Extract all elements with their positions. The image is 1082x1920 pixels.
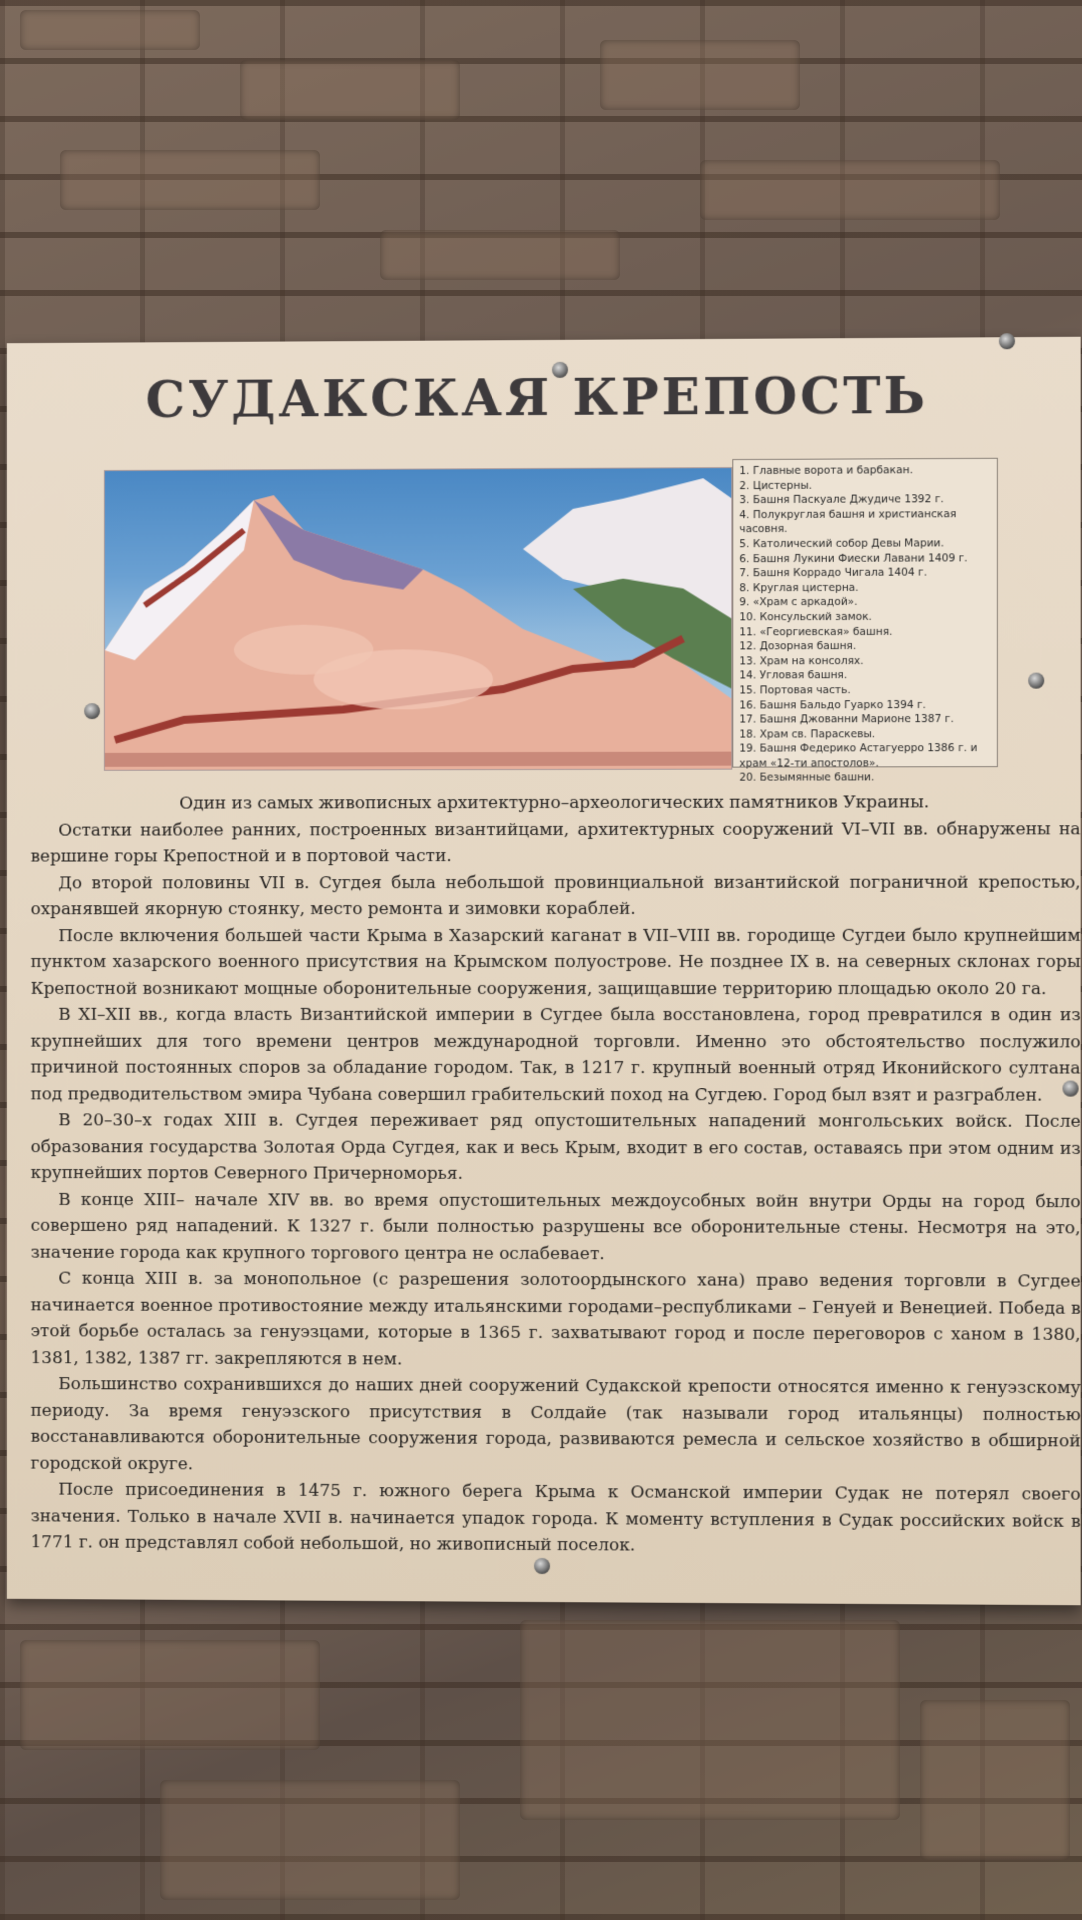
fortress-illustration <box>105 468 731 770</box>
legend-item: 9. «Храм с аркадой». <box>739 596 858 609</box>
history-paragraph: В конце XIII– начале XIV вв. во время опустошительных междоусобных войн внутри Орды на город было совершено ряд нападений. К 1327 г. были полностью разрушены все оборонительные стены. Несмотря на это, значение города как крупного торгового центра не ослабевает. <box>30 1189 1081 1264</box>
legend-item: 12. Дозорная башня. <box>739 640 857 653</box>
legend-item: 7. Башня Коррадо Чигала 1404 г. <box>739 566 928 580</box>
history-paragraph: В 20–30–х годах XIII в. Сугдея переживает ряд опустошительных нападений монгольських войск. После образования государства Золотая Орда Сугдея, как и весь Крым, входит в его состав, оставаясь при этом одним из крупнейших портов Северного Причерноморья. <box>30 1110 1081 1184</box>
legend-item: 4. Полукруглая башня и христианская часовня. <box>739 507 957 536</box>
legend-item: 6. Башня Лукини Фиески Лавани 1409 г. <box>739 551 968 565</box>
legend-item: 2. Цистерны. <box>739 479 813 492</box>
history-paragraph: После включения большей части Крыма в Хазарский каганат в VII–VIII вв. городище Сугдеи было крупнейшим пунктом хазарского военного присутствия на Крымском полуострове. Не позднее IX в. на северных склонах горы Крепостной возникают мощные оборонительные сооружения, защищавшие территорию площадью около 20 га. <box>30 925 1081 999</box>
legend-item: 11. «Георгиевская» башня. <box>739 625 893 638</box>
legend-item: 18. Храм св. Параскевы. <box>739 727 876 741</box>
history-text <box>31 789 1081 1561</box>
info-sign <box>7 337 1081 1605</box>
fortress-map <box>104 467 732 771</box>
history-paragraph: С конца XIII в. за монопольное (с разрешения золотоордынского хана) право ведения торговли в Сугдее начинается военное противостояние между итальянскими городами–республиками – Генуей и Венецией. Победа в этой борьбе осталась за генуэзцами, которые в 1365 г. захватывают город и после переговоров с ханом в 1380, 1381, 1382, 1387 гг. закрепляются в нем. <box>30 1268 1081 1369</box>
screw-icon <box>1028 673 1044 689</box>
legend-item: 15. Портовая часть. <box>739 684 851 697</box>
map-legend <box>732 458 998 785</box>
history-paragraph: Большинство сохранившихся до наших дней сооружений Судакской крепости относятся именно к генуэзскому периоду. За время генуэзского присутствия в Солдайе (так называли город итальянцы) полностью восстанавливаются оборонительные сооружения города, развиваются ремесла и сельское хозяйство в обширной городской округе. <box>30 1374 1081 1474</box>
history-paragraph: В XI–XII вв., когда власть Византийской империи в Сугдее была восстановлена, город превратился в один из крупнейших для того времени центров международной торговли. Именно это обстоятельство послужило причиной постоянных споров за обладание городом. Так, в 1217 г. крупный военный отряд Иконийского султана под предводительством эмира Чубана совершил грабительский поход на Сугдею. Город был взят и разграблен. <box>30 1004 1081 1106</box>
history-paragraph: До второй половины VII в. Сугдея была небольшой провинциальной византийской пограничной крепостью, охранявшей якорную стоянку, место ремонта и зимовки кораблей. <box>30 871 1081 920</box>
history-paragraph: Остатки наиболее ранних, построенных византийцами, архитектурных сооружений VI–VII вв. обнаружены на вершине горы Крепостной и в портовой части. <box>30 818 1081 867</box>
legend-item: 14. Угловая башня. <box>739 669 848 682</box>
legend-item: 10. Консульский замок. <box>739 610 872 624</box>
legend-item: 19. Башня Федерико Астагуерро 1386 г. и храм «12-ти апостолов». <box>739 742 978 770</box>
legend-item: 8. Круглая цистерна. <box>739 581 859 595</box>
screw-icon <box>84 703 100 719</box>
legend-item: 16. Башня Бальдо Гуарко 1394 г. <box>739 698 927 712</box>
screw-icon <box>534 1558 550 1574</box>
screw-icon <box>999 333 1015 349</box>
legend-item: 20. Безымянные башни. <box>739 771 875 785</box>
legend-item: 1. Главные ворота и барбакан. <box>739 464 914 478</box>
sign-title: СУДАКСКАЯ КРЕПОСТЬ <box>145 365 929 430</box>
legend-item: 3. Башня Паскуале Джудиче 1392 г. <box>739 493 944 507</box>
history-paragraph: Один из самых живописных архитектурно–археологических памятников Украины. <box>179 792 930 814</box>
legend-item: 17. Башня Джованни Марионе 1387 г. <box>739 713 954 726</box>
legend-item: 13. Храм на консолях. <box>739 654 864 668</box>
legend-item: 5. Католический собор Девы Марии. <box>739 537 945 551</box>
history-paragraph: После присоединения в 1475 г. южного берега Крыма к Османской империи Судак не потерял своего значения. Только в начале XVII в. начинается упадок города. К моменту вступления в Судак российских войск в 1771 г. он представлял собой небольшой, но живописный поселок. <box>30 1479 1081 1556</box>
